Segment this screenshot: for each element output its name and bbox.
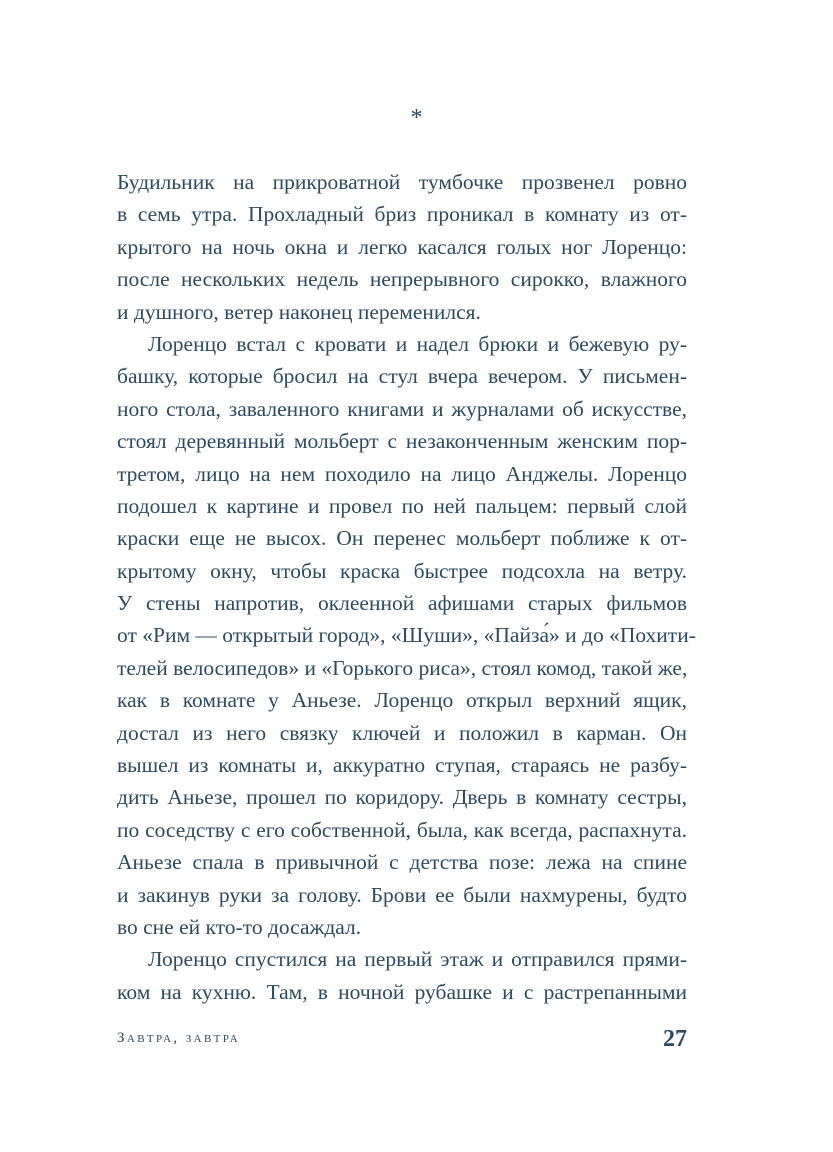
text-line: по соседству с его собственной, была, как всегда, распахнута.	[117, 817, 687, 842]
page-footer	[117, 1026, 687, 1056]
text-line: У стены напротив, оклеенной афишами старых фильмов	[117, 591, 687, 616]
text-line: третом, лицо на нем походило на лицо Анджелы. Лоренцо	[117, 461, 687, 486]
page-number: 27	[663, 1026, 687, 1052]
text-line: краски еще не высох. Он перенес мольберт поближе к от-	[117, 526, 687, 551]
text-line: Будильник на прикроватной тумбочке прозвенел ровно	[117, 170, 687, 194]
text-line: Лоренцо спустился на первый этаж и отправился прями-	[148, 947, 687, 972]
text-line: телей велосипедов» и «Горького риса», стоял комод, такой же,	[117, 655, 688, 680]
text-line: башку, которые бросил на стул вчера вечером. У письмен-	[117, 364, 687, 389]
section-separator: *	[410, 105, 423, 131]
text-line: стоял деревянный мольберт с незаконченным женским пор-	[117, 429, 687, 454]
body-text	[117, 166, 696, 1008]
text-line: в семь утра. Прохладный бриз проникал в комнату из от-	[117, 202, 687, 227]
text-line: достал из него связку ключей и положил в карман. Он	[117, 720, 687, 745]
text-line: от «Рим — открытый город», «Шуши», «Пайза́» и до «Похити-	[117, 623, 696, 648]
text-line: крытому окну, чтобы краска быстрее подсохла на ветру.	[117, 558, 687, 583]
text-line: Лоренцо встал с кровати и надел брюки и бежевую ру-	[148, 331, 687, 356]
paragraph	[117, 328, 696, 943]
paragraph	[117, 943, 687, 1008]
text-line: и закинув руки за голову. Брови ее были нахмурены, будто	[117, 882, 687, 907]
text-line: как в комнате у Аньезе. Лоренцо открыл верхний ящик,	[117, 688, 687, 713]
text-line: Аньезе спала в привычной с детства позе: лежа на спине	[117, 850, 687, 875]
text-line: и душного, ветер наконец переменился.	[117, 299, 481, 324]
text-line: вышел из комнаты и, аккуратно ступая, стараясь не разбу-	[117, 753, 687, 778]
text-line: дить Аньезе, прошел по коридору. Дверь в комнату сестры,	[117, 785, 687, 810]
running-title: Завтра, завтра	[117, 1030, 241, 1046]
text-line: ного стола, заваленного книгами и журналами об искусстве,	[117, 396, 687, 421]
text-line: ком на кухню. Там, в ночной рубашке и с растрепанными	[117, 979, 687, 1004]
text-line: после нескольких недель непрерывного сирокко, влажного	[117, 267, 687, 292]
text-line: крытого на ночь окна и легко касался голых ног Лоренцо:	[117, 234, 687, 259]
text-line: во сне ей кто-то досаждал.	[117, 914, 362, 939]
text-line: подошел к картине и провел по ней пальцем: первый слой	[117, 493, 687, 518]
paragraph	[117, 166, 687, 328]
